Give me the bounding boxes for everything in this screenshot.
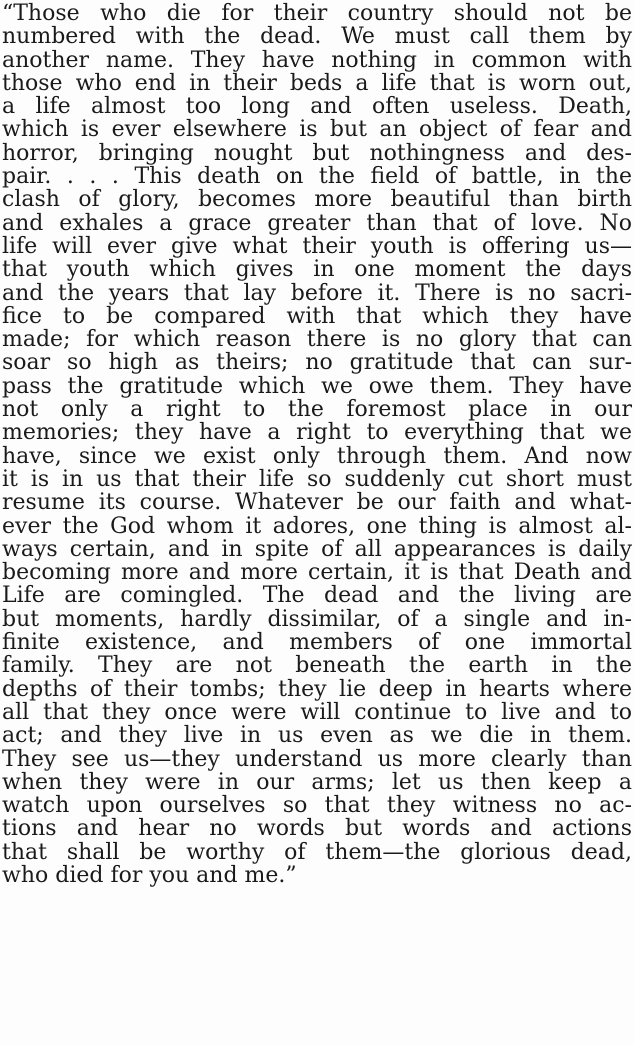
text-line: that shall be worthy of them—the glorious dead, xyxy=(2,840,632,864)
text-line: family. They are not beneath the earth in the xyxy=(2,654,632,678)
text-line: those who end in their beds a life that is worn out, xyxy=(2,71,632,96)
text-line: soar so high as theirs; no gratitude that can sur- xyxy=(2,351,632,375)
text-line: but moments, hardly dissimilar, of a single and in- xyxy=(2,607,632,632)
text-line: pass the gratitude which we owe them. They have xyxy=(2,374,632,399)
text-line: fice to be compared with that which they have xyxy=(2,304,632,329)
text-line: that youth which gives in one moment the days xyxy=(2,258,632,282)
text-line: it is in us that their life so suddenly cut short must xyxy=(2,467,632,492)
text-line: ever the God whom it adores, one thing is almost al- xyxy=(2,514,632,538)
text-line: memories; they have a right to everything that we xyxy=(2,421,632,445)
text-line: made; for which reason there is no glory that can xyxy=(2,328,632,352)
text-line: and the years that lay before it. There is no sacri- xyxy=(2,281,632,305)
text-line: not only a right to the foremost place in our xyxy=(2,398,632,422)
text-line: have, since we exist only through them. And now xyxy=(2,444,632,468)
quotation-passage xyxy=(2,2,632,887)
text-line: finite existence, and members of one immortal xyxy=(2,631,632,655)
text-line: “Those who die for their country should not be xyxy=(2,2,632,26)
text-line: when they were in our arms; let us then keep a xyxy=(2,770,632,795)
text-line: clash of glory, becomes more beautiful than birth xyxy=(2,188,632,212)
text-line: watch upon ourselves so that they witness no ac- xyxy=(2,794,632,818)
text-line: becoming more and more certain, it is that Death and xyxy=(2,561,632,585)
text-line: a life almost too long and often useless. Death, xyxy=(2,95,632,119)
text-line: which is ever elsewhere is but an object of fear and xyxy=(2,118,632,142)
text-line: Life are comingled. The dead and the living are xyxy=(2,584,632,608)
text-line: depths of their tombs; they lie deep in hearts where xyxy=(2,677,632,701)
text-line: ways certain, and in spite of all appearances is daily xyxy=(2,537,632,562)
text-line: and exhales a grace greater than that of love. No xyxy=(2,211,632,235)
text-line: resume its course. Whatever be our faith and what- xyxy=(2,491,632,515)
text-line: all that they once were will continue to live and to xyxy=(2,700,632,725)
text-line: tions and hear no words but words and actions xyxy=(2,817,632,841)
text-line: numbered with the dead. We must call them by xyxy=(2,25,632,49)
text-line: horror, bringing nought but nothingness and des- xyxy=(2,141,632,166)
text-line: life will ever give what their youth is offering us— xyxy=(2,234,632,259)
text-line: They see us—they understand us more clearly than xyxy=(2,747,632,771)
text-line: another name. They have nothing in common with xyxy=(2,48,632,72)
text-line-final: who died for you and me.” xyxy=(2,863,297,888)
text-line: act; and they live in us even as we die in them. xyxy=(2,724,632,748)
text-line: pair. . . . This death on the field of battle, in the xyxy=(2,165,632,189)
